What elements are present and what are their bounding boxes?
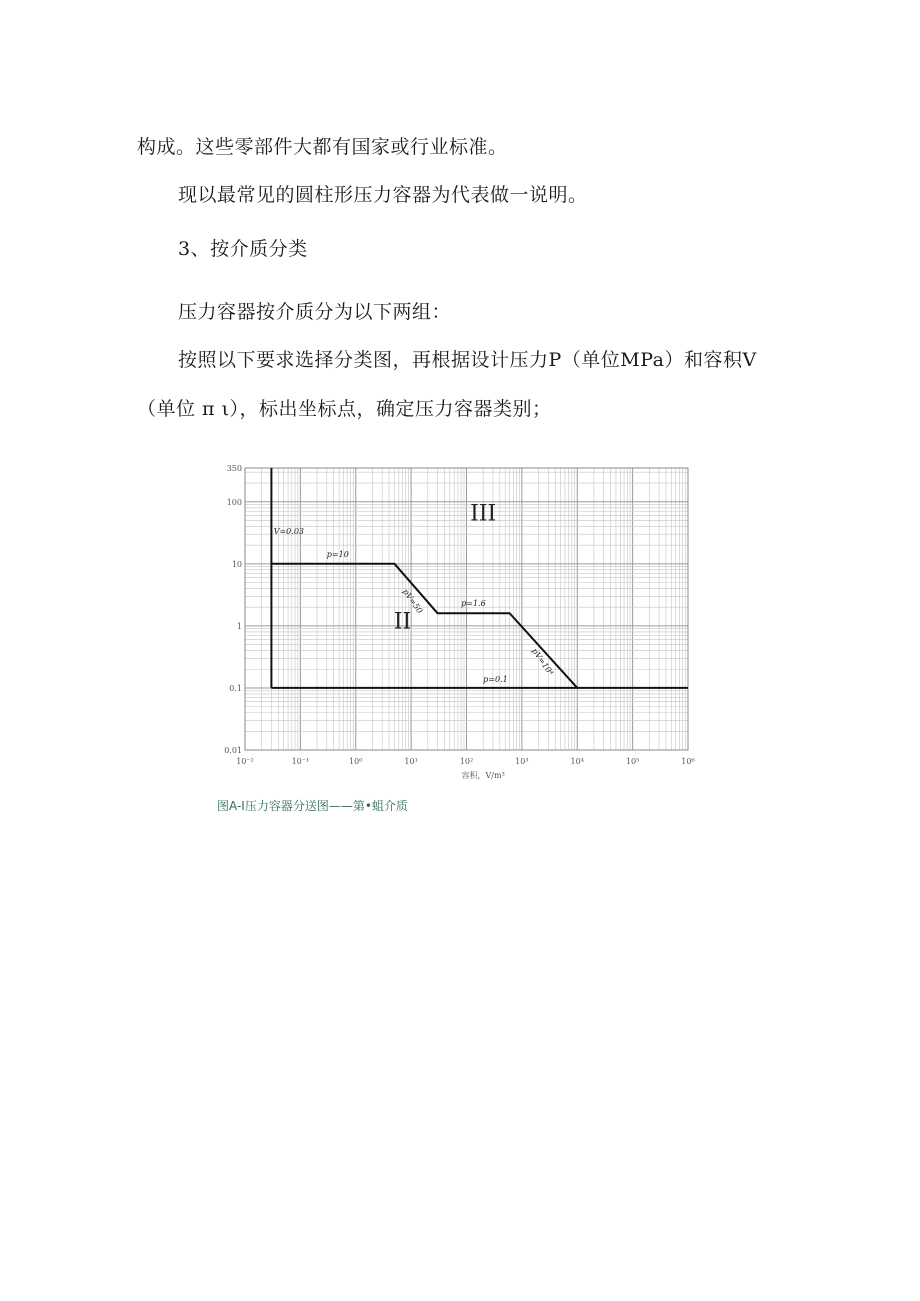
x-tick-label: 10¹ <box>404 757 418 766</box>
y-tick-label: 10 <box>231 559 242 569</box>
x-tick-label: 10⁵ <box>625 757 640 766</box>
y-tick-label: 0.1 <box>229 683 242 693</box>
boundary-annotation: V=0.03 <box>273 527 305 537</box>
paragraph-4: 按照以下要求选择分类图，再根据设计压力P（单位MPa）和容积V <box>178 349 757 371</box>
chart-svg <box>218 460 698 792</box>
x-tick-label: 10⁰ <box>349 757 363 766</box>
figure-caption: 图A-I压力容器分送图——第•蛆介质 <box>217 799 408 813</box>
y-tick-label: 1 <box>236 621 242 631</box>
region-label: III <box>470 501 497 527</box>
boundary-annotation: p=0.1 <box>483 674 508 684</box>
y-tick-label: 350 <box>226 464 242 473</box>
x-tick-label: 10⁴ <box>570 757 584 766</box>
x-tick-label: 10² <box>459 757 474 766</box>
x-tick-label: 10⁶ <box>681 757 695 766</box>
paragraph-3: 压力容器按介质分为以下两组： <box>178 301 452 323</box>
boundary-annotation: pV=50 <box>400 587 425 616</box>
section-heading: 3、按介质分类 <box>178 238 308 260</box>
classification-chart <box>218 460 698 792</box>
boundary-annotation: pV=10⁴ <box>529 646 556 678</box>
x-tick-label: 10⁻¹ <box>291 757 310 766</box>
boundary-annotation: p=1.6 <box>461 598 486 608</box>
paragraph-1: 构成。这些零部件大都有国家或行业标准。 <box>137 136 508 158</box>
y-tick-label: 0.01 <box>224 746 242 755</box>
boundary-annotation: p=10 <box>326 549 349 559</box>
x-tick-label: 10⁻² <box>236 757 254 766</box>
region-label: II <box>393 609 412 635</box>
y-tick-label: 100 <box>226 497 242 507</box>
x-tick-label: 10³ <box>515 757 529 766</box>
paragraph-5: （单位 π ι），标出坐标点，确定压力容器类别； <box>137 398 552 420</box>
paragraph-2: 现以最常见的圆柱形压力容器为代表做一说明。 <box>178 184 588 206</box>
x-axis-label: 容积，V/m³ <box>461 771 505 780</box>
